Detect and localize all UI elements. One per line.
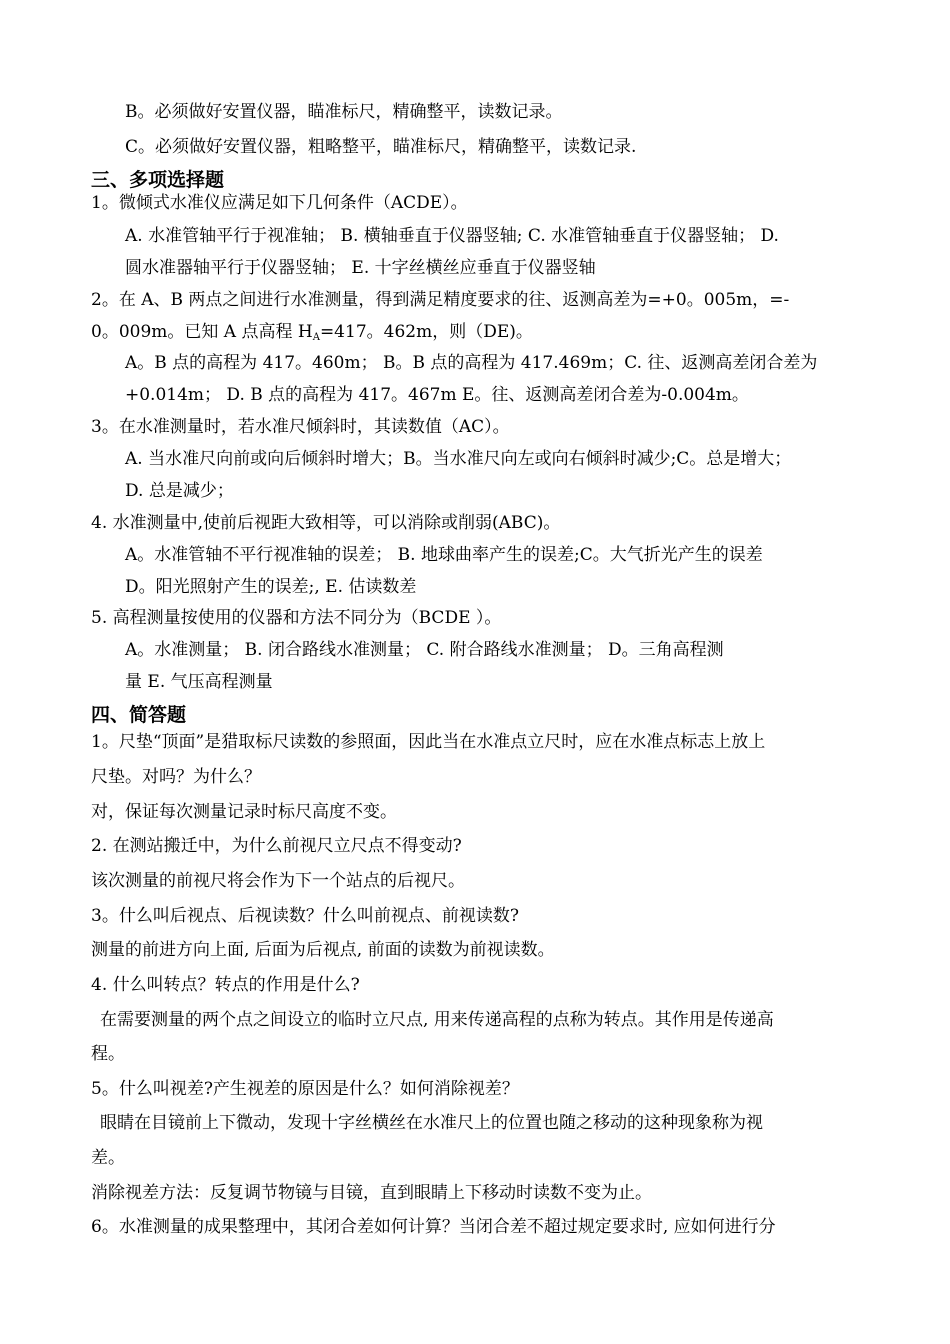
question-text: 1。尺垫“顶面”是猎取标尺读数的参照面，因此当在水准点立尺时，应在水准点标志上放上 [91, 732, 766, 752]
question-text: 4. 什么叫转点？转点的作用是什么? [91, 975, 360, 995]
option-text: A。水准测量； B. 闭合路线水准测量； C. 附合路线水准测量； D。三角高程测 [125, 640, 724, 660]
answer-text: 程。 [91, 1044, 125, 1064]
option-text: 量 E. 气压高程测量 [125, 672, 273, 692]
text-line: C。必须做好安置仪器，粗略整平，瞄准标尺，精确整平，读数记录. [125, 137, 637, 157]
option-text: A. 水准管轴平行于视准轴； B. 横轴垂直于仪器竖轴; C. 水准管轴垂直于仪器竖轴； D. [125, 226, 779, 246]
option-text: A。水准管轴不平行视准轴的误差； B. 地球曲率产生的误差;C。大气折光产生的误差 [125, 545, 763, 565]
question-text: 3。什么叫后视点、后视读数？什么叫前视点、前视读数? [91, 906, 519, 926]
option-text: +0.014m； D. B 点的高程为 417。467m E。往、返测高差闭合差为-0.004m。 [125, 385, 749, 405]
section-heading: 三、多项选择题 [91, 169, 225, 191]
answer-text: 在需要测量的两个点之间设立的临时立尺点, 用来传递高程的点称为转点。其作用是传递高 [100, 1010, 774, 1030]
question-text: 2. 在测站搬迁中，为什么前视尺立尺点不得变动? [91, 836, 462, 856]
question-text: 5。什么叫视差?产生视差的原因是什么？如何消除视差？ [91, 1079, 519, 1099]
option-text: A。B 点的高程为 417。460m； B。B 点的高程为 417.469m；C. 往、返测高差闭合差为 [125, 353, 818, 373]
text-segment: 0。009m。已知 A 点高程 H [91, 322, 313, 342]
option-text: 圆水准器轴平行于仪器竖轴； E. 十字丝横丝应垂直于仪器竖轴 [125, 258, 596, 278]
text-line: B。必须做好安置仪器，瞄准标尺，精确整平，读数记录。 [125, 102, 563, 122]
question-text: 2。在 A、B 两点之间进行水准测量，得到满足精度要求的往、返测高差为=+0。005m，=- [91, 290, 790, 310]
question-text [91, 321, 533, 349]
option-text: D。阳光照射产生的误差;, E. 估读数差 [125, 577, 417, 597]
subscript: A [312, 332, 320, 343]
question-text: 尺垫。对吗？为什么？ [91, 767, 261, 787]
answer-text: 眼睛在目镜前上下微动，发现十字丝横丝在水准尺上的位置也随之移动的这种现象称为视 [100, 1113, 763, 1133]
question-text: 1。微倾式水准仪应满足如下几何条件（ACDE）。 [91, 193, 468, 213]
answer-text: 该次测量的前视尺将会作为下一个站点的后视尺。 [91, 871, 465, 891]
question-text: 4. 水准测量中,使前后视距大致相等，可以消除或削弱(ABC)。 [91, 513, 561, 533]
answer-text: 测量的前进方向上面, 后面为后视点, 前面的读数为前视读数。 [91, 940, 555, 960]
answer-text: 差。 [91, 1148, 125, 1168]
question-text: 6。水准测量的成果整理中，其闭合差如何计算？当闭合差不超过规定要求时, 应如何进行分 [91, 1217, 776, 1237]
option-text: A. 当水准尺向前或向后倾斜时增大；B。当水准尺向左或向右倾斜时减少;C。总是增大； [125, 449, 792, 469]
question-text: 5. 高程测量按使用的仪器和方法不同分为（BCDE ）。 [91, 608, 502, 628]
answer-text: 消除视差方法：反复调节物镜与目镜，直到眼睛上下移动时读数不变为止。 [91, 1183, 652, 1203]
question-text: 3。在水准测量时，若水准尺倾斜时，其读数值（AC）。 [91, 417, 510, 437]
option-text: D. 总是减少； [125, 481, 234, 501]
answer-text: 对，保证每次测量记录时标尺高度不变。 [91, 802, 397, 822]
text-segment: =417。462m，则（DE)。 [319, 322, 533, 342]
section-heading: 四、简答题 [91, 704, 187, 726]
